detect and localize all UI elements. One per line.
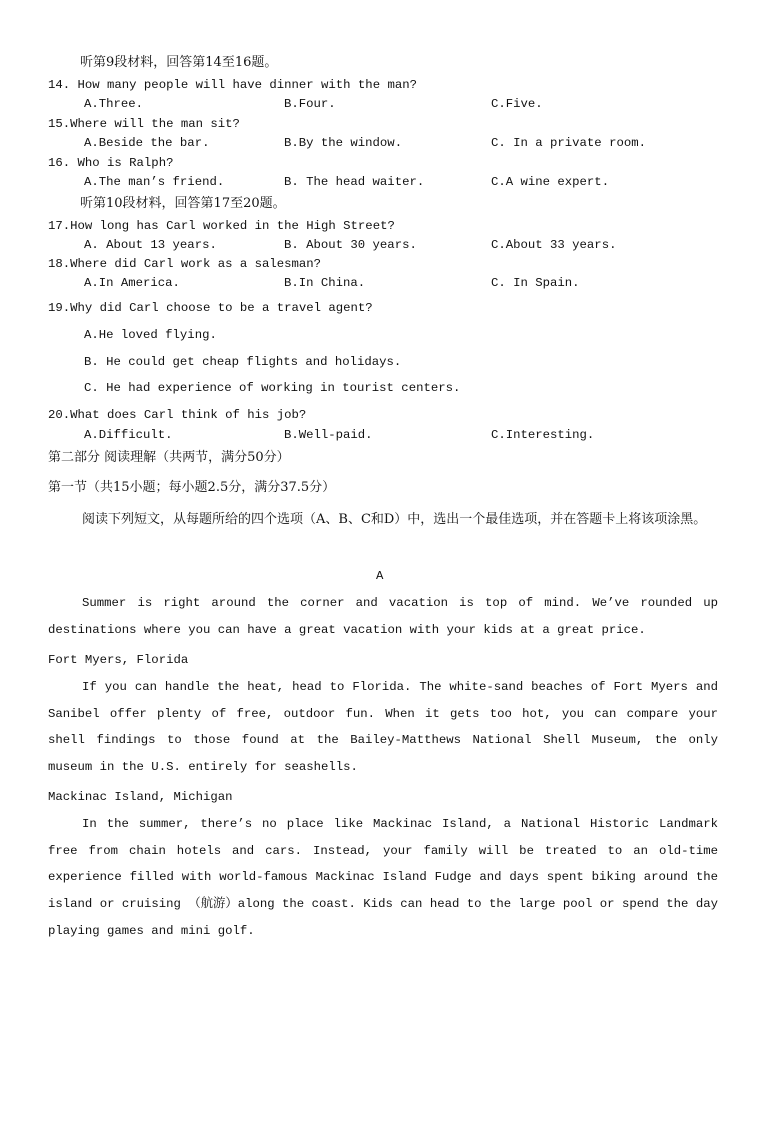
question-19: 19.Why did Carl choose to be a travel agent? xyxy=(48,301,373,315)
q16-option-b: B. The head waiter. xyxy=(284,175,425,189)
passage-para-mackinac-text: In the summer, there’s no place like Mackinac Island, a National Historic Landmark free from chain hotels and cars. Instead, your family will be treated to an old-time experience filled with world-famous Mackinac Island Fudge and days spent biking around the island or cruising （航游）along the coast. Kids can head to the large pool or spend the day playing games and mini golf. xyxy=(48,817,718,938)
q15-option-c: C. In a private room. xyxy=(491,136,646,150)
q19-option-b: B. He could get cheap flights and holidays. xyxy=(84,355,402,369)
part2-section1-title: 第一节（共15小题；每小题2.5分，满分37.5分） xyxy=(48,480,336,495)
part2-instruction: 阅读下列短文，从每题所给的四个选项（A、B、C和D）中，选出一个最佳选项，并在答题卡上将该项涂黑。 xyxy=(82,512,707,527)
question-14: 14. How many people will have dinner with the man? xyxy=(48,78,417,92)
q17-option-b: B. About 30 years. xyxy=(284,238,417,252)
question-15: 15.Where will the man sit? xyxy=(48,117,240,131)
q20-option-b: B.Well-paid. xyxy=(284,428,373,442)
passage-label: A xyxy=(376,569,384,583)
q19-option-a: A.He loved flying. xyxy=(84,328,217,342)
passage-intro-text: Summer is right around the corner and vacation is top of mind. We’ve rounded up destinations where you can have a great vacation with your kids at a great price. xyxy=(48,596,718,637)
q14-option-c: C.Five. xyxy=(491,97,543,111)
q18-option-b: B.In China. xyxy=(284,276,366,290)
part2-title: 第二部分 阅读理解（共两节，满分50分） xyxy=(48,450,290,465)
q18-option-a: A.In America. xyxy=(84,276,180,290)
q18-option-c: C. In Spain. xyxy=(491,276,580,290)
passage-para-fort-myers-text: If you can handle the heat, head to Florida. The white-sand beaches of Fort Myers and Sanibel offer plenty of free, outdoor fun. When it gets too hot, you can compare your shell findings to those found at the Bailey-Matthews National Shell Museum, the only museum in the U.S. entirely for seashells. xyxy=(48,680,718,775)
q16-option-a: A.The man’s friend. xyxy=(84,175,225,189)
q16-option-c: C.A wine expert. xyxy=(491,175,610,189)
passage-heading-mackinac: Mackinac Island, Michigan xyxy=(48,790,233,804)
q19-option-c: C. He had experience of working in tourist centers. xyxy=(84,381,461,395)
question-17: 17.How long has Carl worked in the High Street? xyxy=(48,219,395,233)
q14-option-b: B.Four. xyxy=(284,97,336,111)
question-18: 18.Where did Carl work as a salesman? xyxy=(48,257,322,271)
passage-heading-fort-myers: Fort Myers, Florida xyxy=(48,653,189,667)
q20-option-c: C.Interesting. xyxy=(491,428,595,442)
q17-option-c: C.About 33 years. xyxy=(491,238,617,252)
passage-para-fort-myers xyxy=(48,674,718,781)
passage-para-mackinac xyxy=(48,811,718,945)
question-16: 16. Who is Ralph? xyxy=(48,156,174,170)
q20-option-a: A.Difficult. xyxy=(84,428,173,442)
section9-intro: 听第9段材料，回答第14至16题。 xyxy=(80,55,278,70)
section10-intro: 听第10段材料，回答第17至20题。 xyxy=(80,196,286,211)
passage-intro xyxy=(48,590,718,643)
question-20: 20.What does Carl think of his job? xyxy=(48,408,307,422)
q15-option-a: A.Beside the bar. xyxy=(84,136,210,150)
q14-option-a: A.Three. xyxy=(84,97,144,111)
q15-option-b: B.By the window. xyxy=(284,136,403,150)
q17-option-a: A. About 13 years. xyxy=(84,238,217,252)
